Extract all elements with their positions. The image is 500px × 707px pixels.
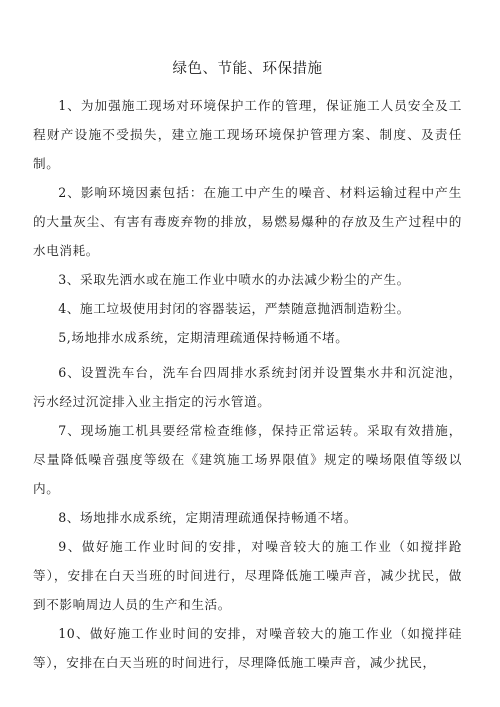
paragraph-7: 7、现场施工机具要经常检查维修，保持正常运转。采取有效措施，尽量降低噪音强度等级在《建筑施工场界限值》规定的噪场限值等级以内。 (33, 423, 462, 496)
document-title: 绿色、节能、环保措施 (172, 61, 323, 77)
paragraph-1: 1、为加强施工现场对环境保护工作的管理，保证施工人员安全及工程财产设施不受损失，建立施工现场环境保护管理方案、制度、及责任制。 (33, 98, 462, 171)
paragraph-5: 5,场地排水成系统，定期清理疏通保持畅通不堵。 (58, 330, 349, 345)
paragraph-4: 4、施工垃圾使用封闭的容器装运，严禁随意抛洒制造粉尘。 (58, 301, 410, 316)
paragraph-3: 3、采取先洒水或在施工作业中喷水的办法减少粉尘的产生。 (58, 272, 410, 287)
paragraph-10: 10、做好施工作业时间的安排，对噪音较大的施工作业（如搅拌硅等），安排在白天当班的时间进行，尽理降低施工噪声音，减少扰民， (33, 626, 462, 670)
paragraph-6: 6、设置洗车台，洗车台四周排水系统封闭并设置集水井和沉淀池，污水经过沉淀排入业主指定的污水管道。 (33, 365, 462, 409)
paragraph-9: 9、做好施工作业时间的安排，对噪音较大的施工作业（如搅拌跄等），安排在白天当班的时间进行，尽理降低施工噪声音，减少扰民，做到不影响周边人员的生产和生活。 (33, 539, 462, 612)
paragraph-2: 2、影响环境因素包括：在施工中产生的噪音、材料运输过程中产生的大量灰尘、有害有毒废弃物的排放，易燃易爆种的存放及生产过程中的水电消耗。 (33, 185, 462, 258)
paragraph-8: 8、场地排水成系统，定期清理疏通保持畅通不堵。 (58, 510, 358, 525)
